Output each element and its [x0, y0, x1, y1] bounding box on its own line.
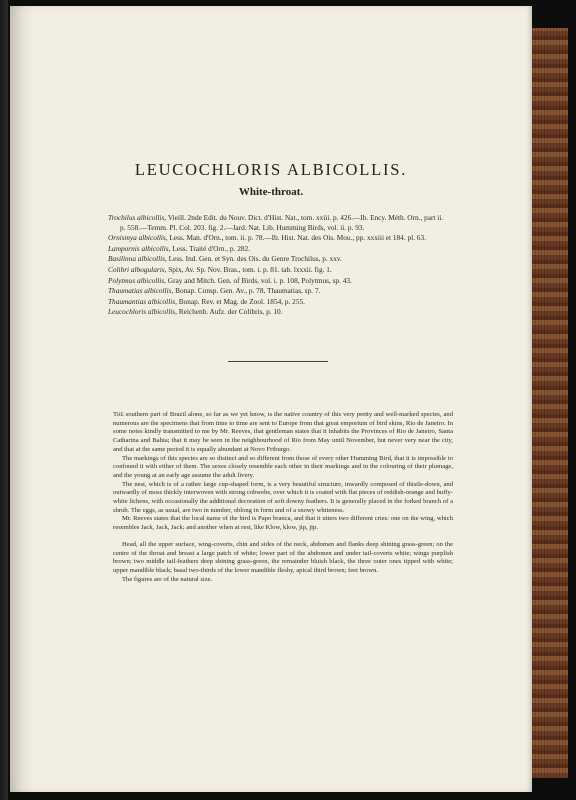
body-paragraph: Mr. Reeves states that the local name of the bird is Papo branca, and that it utters two different cries: one on the wing, which resembles Jack, Jack, Jack; and another when at rest, like Klow, klow, jip, jip. — [113, 515, 453, 532]
page-subtitle: White-throat. — [238, 186, 304, 198]
synonym-entry — [108, 265, 448, 275]
synonym-reference: , Gray and Mitch. Gen. of Birds, vol. i. p. 108, Polytmus, sp. 43. — [164, 275, 352, 285]
synonym-reference: , Less. Traité d'Orn., p. 282. — [168, 243, 251, 253]
body-paragraph — [113, 411, 453, 455]
book-spine — [530, 28, 568, 778]
synonym-reference: , Spix, Av. Sp. Nov. Bras., tom. i. p. 81. tab. lxxxii. fig. 1. — [164, 264, 332, 274]
synonym-entry — [108, 213, 448, 232]
body-paragraph: The markings of this species are so distinct and so different from those of every other Humming Bird, that it is impossible to confound it with either of them. The sexes closely resemble each other in their markings and in the colouring of their plumage, and the young at an early age assume the adult livery. — [113, 454, 453, 479]
synonym-name: Colibri albogularis — [108, 264, 165, 274]
paragraph-text: southern part of Brazil alone, so far as we yet know, is the native country of this very pretty and well-marked species, and numerous are the specimens that from time to time are sent to Europe from that great emporium of bird skins, Rio de Janeiro. In some notes kindly transmitted to me by Mr. Reeves, that gentleman states that it inhabits the Provinces of Rio de Janeiro, Santa Catharina and Bahia; that it may be seen in the neighbourhood of Rio from May until November, but never very near the city, and that at the same period it is equally abundant at Novo Friburgo. — [113, 411, 453, 453]
description-text — [113, 411, 453, 584]
body-paragraph: The nest, which is of a rather large cup-shaped form, is a very beautiful structure, inwardly composed of thistle-down, and outwardly of moss thickly interwoven with strong cobwebs, over which it is coated with flat pieces of reddish-orange and buffy-white lichens, with occasionally the additional decoration of soft downy feathers. It is generally placed in the forked branch of a shrub. The eggs, as usual, are two in number, oblong in form and of a snowy whiteness. — [113, 480, 453, 514]
synonym-name: Lampornis albicollis — [108, 243, 169, 253]
synonym-reference: , Reichenb. Aufz. der Colibris, p. 10. — [175, 307, 283, 317]
synonym-name: Basilinna albicollis — [108, 254, 165, 264]
section-divider — [228, 361, 328, 362]
synonym-name: Polytmus albicollis — [108, 275, 165, 285]
synonym-reference: , Less. Man. d'Orn., tom. ii. p. 78.—Ib. Hist. Nat. des Ois. Mou., pp. xxxiii et 184. pl. 63. — [165, 233, 426, 243]
synonym-entry — [108, 307, 448, 317]
synonym-name: Thaumantias albicollis — [108, 296, 176, 306]
synonym-reference: , Vieill. 2nde Edit. du Nouv. Dict. d'Hist. Nat., tom. xxiii. p. 426.—Ib. Ency. Méth. Orn., part ii. p. 558.—Temm. Pl. Col. 203. fig. 2.—Jard. Nat. Lib. Humming Birds, vol. ii. p. 93. — [120, 213, 444, 232]
synonym-reference: , Bonap. Rev. et Mag. de Zool. 1854, p. 255. — [175, 296, 305, 306]
synonym-reference: , Less. Ind. Gen. et Syn. des Ois. du Genre Trochilus, p. xxv. — [164, 254, 342, 264]
synonym-name: Ornismya albicollis — [108, 233, 166, 243]
synonym-entry — [108, 297, 448, 307]
synonym-entry — [108, 254, 448, 264]
synonym-entry — [108, 276, 448, 286]
synonym-name: Leucochloris albicollis — [108, 307, 176, 317]
paragraph-lead-word: The — [113, 411, 124, 418]
synonymy-list — [108, 213, 448, 318]
synonym-name: Thaumatias albicollis — [108, 286, 172, 296]
page-title: LEUCOCHLORIS ALBICOLLIS. — [134, 160, 408, 179]
synonym-reference: , Bonap. Consp. Gen. Av., p. 78, Thaumatias, sp. 7. — [171, 286, 321, 296]
synonym-entry — [108, 244, 448, 254]
plumage-description: Head, all the upper surface, wing-coverts, chin and sides of the neck, abdomen and flanks deep shining grass-green; on the centre of the throat and breast a large patch of white; lower part of the abdomen and under tail-coverts white; wings purplish brown; two middle tail-feathers deep shining grass-green, the remainder bluish black, the three outer ones tipped with white; upper mandible black; basal two-thirds of the lower mandible fleshy, apical third brown; feet brown. — [113, 540, 453, 574]
book-page — [10, 6, 532, 792]
synonym-entry — [108, 286, 448, 296]
synonym-entry — [108, 233, 448, 243]
synonym-name: Trochilus albicollis — [108, 213, 165, 222]
figure-note: The figures are of the natural size. — [122, 575, 213, 583]
book-edge — [0, 0, 8, 800]
